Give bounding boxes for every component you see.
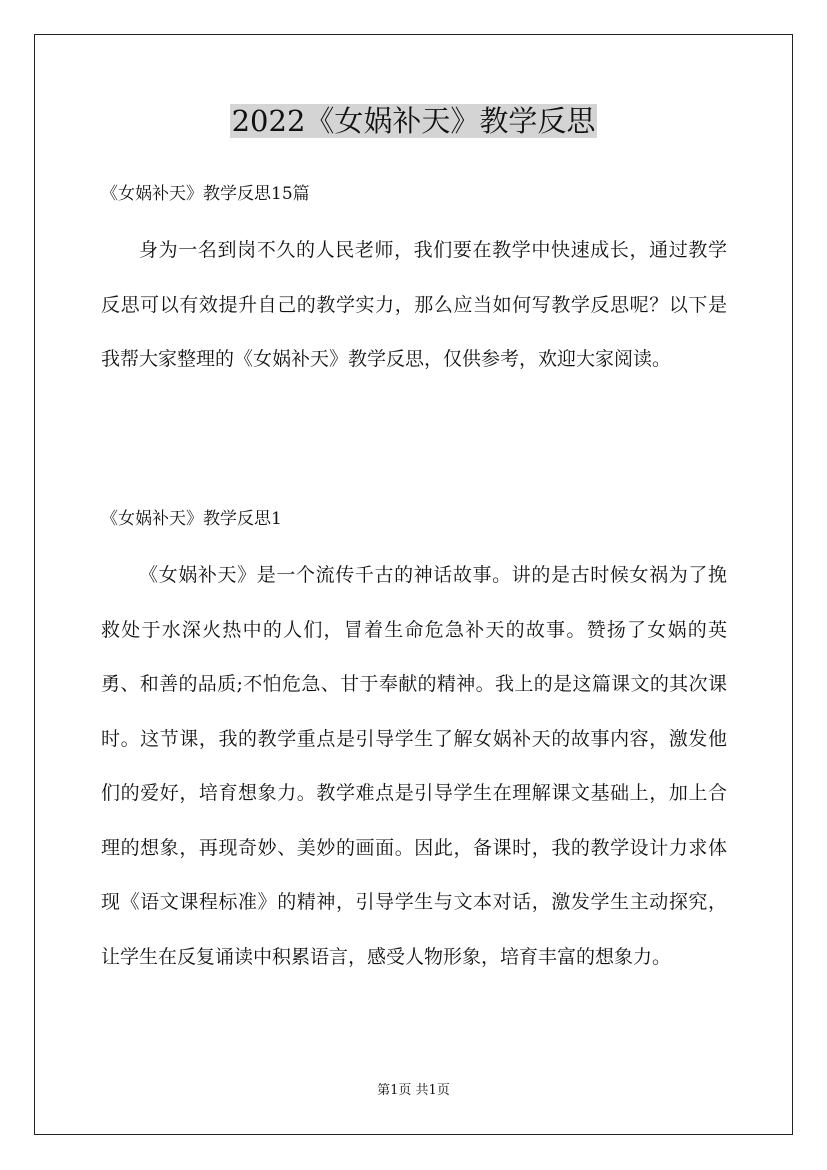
document-subtitle: 《女娲补天》教学反思15篇 (101, 184, 310, 204)
section-paragraph: 《女娲补天》是一个流传千古的神话故事。讲的是古时候女祸为了挽救处于水深火热中的人们，冒着生命危急补天的故事。赞扬了女娲的英勇、和善的品质;不怕危急、甘于奉献的精神。我上的是这篇课文的其次课时。这节课，我的教学重点是引导学生了解女娲补天的故事内容，激发他们的爱好，培育想象力。教学难点是引导学生在理解课文基础上，加上合理的想象，再现奇妙、美妙的画面。因此，备课时，我的教学设计力求体现《语文课程标准》的精神，引导学生与文本对话，激发学生主动探究，让学生在反复诵读中积累语言，感受人物形象，培育丰富的想象力。 (101, 564, 727, 968)
page-footer: 第1页 共1页 (377, 1083, 450, 1098)
intro-paragraph: 身为一名到岗不久的人民老师，我们要在教学中快速成长，通过教学反思可以有效提升自己的教学实力，那么应当如何写教学反思呢？以下是我帮大家整理的《女娲补天》教学反思，仅供参考，欢迎大家阅读。 (101, 239, 727, 370)
section-heading: 《女娲补天》教学反思1 (101, 509, 282, 529)
document-title-text: 2022《女娲补天》教学反思 (231, 104, 596, 138)
document-title (0, 100, 827, 142)
